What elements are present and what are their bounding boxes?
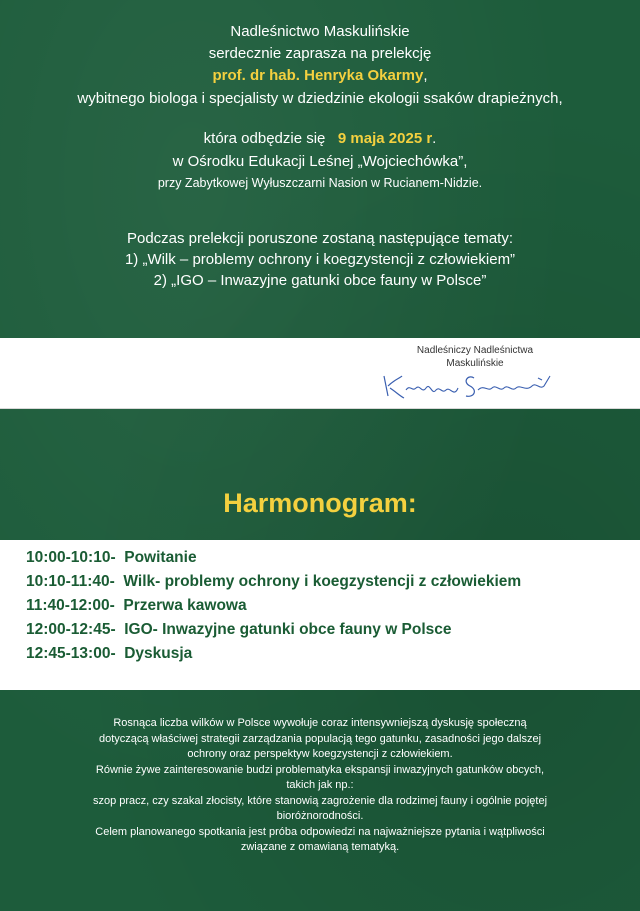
description-section <box>40 716 600 856</box>
speaker-name: prof. dr hab. Henryka Okarmy <box>212 67 424 84</box>
schedule-label: Wilk- problemy ochrony i koegzystencji z człowiekiem <box>123 573 522 590</box>
handwritten-signature-icon <box>378 368 578 404</box>
venue: w Ośrodku Edukacji Leśnej „Wojciechówka”, <box>172 153 468 170</box>
speaker-suffix: , <box>423 67 428 84</box>
signature-title-line: Maskulińskie <box>446 358 504 369</box>
date-line <box>0 129 640 149</box>
schedule-row <box>26 642 521 666</box>
description-line: Rosnąca liczba wilków w Polsce wywołuje coraz intensywniejszą dyskusję społeczną <box>113 717 527 729</box>
schedule-row <box>26 546 521 570</box>
venue-detail: przy Zabytkowej Wyłuszczarni Nasion w Rucianem-Nidzie. <box>157 176 483 190</box>
schedule-label: Przerwa kawowa <box>123 597 247 614</box>
topic-item: 2) „IGO – Inwazyjne gatunki obce fauny w Polsce” <box>153 272 487 289</box>
schedule-band <box>0 540 640 690</box>
schedule-row <box>26 594 521 618</box>
organizer: Nadleśnictwo Maskulińskie <box>230 23 410 40</box>
description-line: takich jak np.: <box>286 779 354 791</box>
schedule-label: Dyskusja <box>124 645 193 662</box>
date-suffix: . <box>432 130 437 147</box>
event-date: 9 maja 2025 r <box>337 130 433 147</box>
topics-intro: Podczas prelekcji poruszone zostaną następujące tematy: <box>126 230 514 247</box>
date-prefix: która odbędzie się <box>203 130 326 147</box>
speaker-description: wybitnego biologa i specjalisty w dziedzinie ekologii ssaków drapieżnych, <box>77 90 563 107</box>
invites-line: serdecznie zaprasza na prelekcję <box>208 45 432 62</box>
signature-title <box>400 344 550 370</box>
description-line: bioróżnorodności. <box>276 810 364 822</box>
invitation-section <box>0 0 640 338</box>
description-line: Równie żywe zainteresowanie budzi problematyka ekspansji inwazyjnych gatunków obcych, <box>95 763 545 776</box>
description-line: szop pracz, czy szakal złocisty, które stanowią zagrożenie dla rodzimej fauny i ogólnie pojętej <box>92 794 548 807</box>
schedule-row <box>26 618 521 642</box>
schedule-label: Powitanie <box>124 549 197 566</box>
schedule-time: 12:45-13:00- <box>26 645 116 662</box>
description-line: ochrony oraz perspektyw koegzystencji z człowiekiem. <box>187 748 453 760</box>
schedule-row <box>26 570 521 594</box>
schedule-title: Harmonogram: <box>223 488 417 518</box>
schedule-list <box>26 546 521 666</box>
topic-item: 1) „Wilk – problemy ochrony i koegzystencji z człowiekiem” <box>124 251 516 268</box>
description-line: Celem planowanego spotkania jest próba odpowiedzi na najważniejsze pytania i wątpliwości <box>95 825 545 838</box>
schedule-time: 10:00-10:10- <box>26 549 116 566</box>
schedule-time: 12:00-12:45- <box>26 621 116 638</box>
schedule-time: 10:10-11:40- <box>26 573 115 590</box>
speaker-line <box>0 66 640 86</box>
schedule-label: IGO- Inwazyjne gatunki obce fauny w Polsce <box>124 621 452 638</box>
schedule-time: 11:40-12:00- <box>26 597 115 614</box>
signature-band <box>0 338 640 409</box>
signature-title-line: Nadleśniczy Nadleśnictwa <box>416 345 534 356</box>
description-line: dotyczącą właściwej strategii zarządzania populacją tego gatunku, zasadności jego dalszej <box>98 732 542 745</box>
description-line: związane z omawianą tematyką. <box>240 841 400 853</box>
